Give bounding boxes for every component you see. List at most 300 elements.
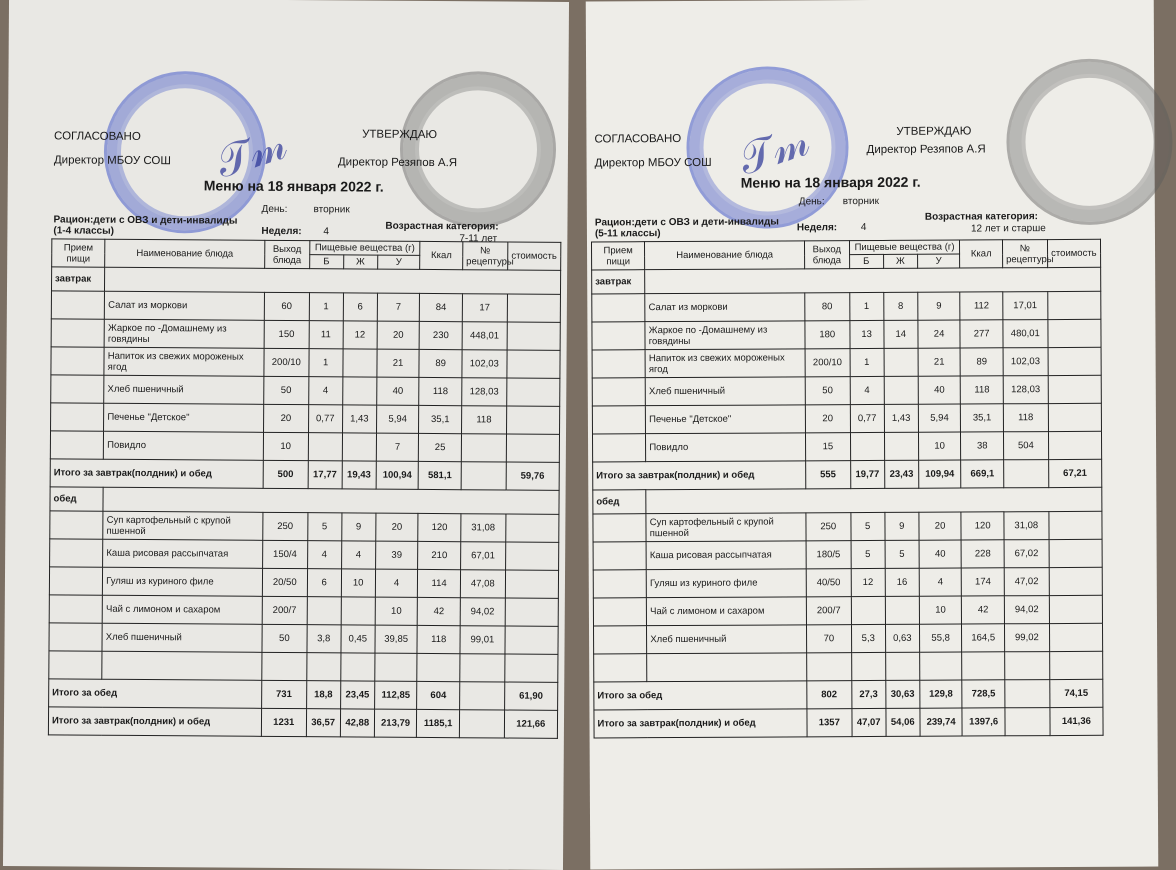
total-cost: 74,15: [1049, 679, 1102, 707]
total-row: [50, 459, 559, 491]
meal-cell: [592, 406, 645, 434]
value-b: 1: [849, 292, 883, 320]
meal-cell: [51, 375, 104, 403]
value-recipe: 31,08: [1004, 512, 1049, 540]
value-b: 4: [308, 377, 342, 405]
total-b: 27,3: [851, 680, 885, 708]
total-label: Итого за обед: [49, 679, 262, 708]
value-zh: [343, 349, 377, 377]
value-cost: [1049, 567, 1102, 595]
value-b: 13: [850, 320, 884, 348]
dish-name: Салат из моркови: [645, 293, 805, 322]
grand-total-recipe: [459, 710, 504, 738]
grand-total-zh: 42,88: [340, 709, 374, 737]
value-yield: 40/50: [806, 569, 851, 597]
value-b: [851, 596, 885, 624]
empty-row: [49, 651, 558, 683]
table-row: [592, 291, 1101, 322]
col-yield: Выход блюда: [265, 240, 310, 268]
menu-table: [48, 238, 561, 739]
value-recipe: 102,03: [462, 350, 507, 378]
meal-cell: [51, 291, 104, 319]
meal-cell: [592, 434, 645, 462]
section-row: [51, 267, 560, 295]
section-row: [50, 487, 559, 515]
value-u: 39: [375, 541, 418, 569]
value-yield: 250: [806, 513, 851, 541]
agreed-label: СОГЛАСОВАНО: [594, 132, 682, 146]
total-recipe: [461, 462, 506, 490]
value-recipe: 480,01: [1003, 320, 1048, 348]
value-b: 3,8: [307, 625, 341, 653]
value-yield: 200/10: [805, 349, 850, 377]
value-u: 4: [919, 568, 962, 596]
value-u: 20: [377, 321, 420, 349]
day-value: вторник: [313, 204, 350, 216]
value-b: 11: [309, 321, 343, 349]
value-u: [919, 652, 962, 680]
total-u: 129,8: [920, 680, 963, 708]
value-yield: 50: [262, 624, 307, 652]
value-u: 5,94: [376, 405, 419, 433]
total-yield: 555: [806, 461, 851, 489]
value-cost: [507, 350, 561, 378]
value-u: [375, 653, 418, 681]
value-zh: [885, 596, 919, 624]
value-u: 9: [918, 292, 961, 320]
value-kcal: 118: [961, 376, 1004, 404]
total-row: [593, 459, 1102, 490]
total-u: 112,85: [374, 681, 417, 709]
value-yield: [807, 653, 852, 681]
table-row: [49, 595, 558, 627]
value-cost: [504, 654, 558, 682]
value-recipe: [1005, 652, 1050, 680]
grand-total-label: Итого за завтрак(полдник) и обед: [48, 707, 261, 736]
total-kcal: 669,1: [961, 460, 1004, 488]
value-zh: 1,43: [884, 404, 918, 432]
value-u: 24: [918, 320, 961, 348]
value-kcal: 210: [418, 541, 461, 569]
dish-name: Хлеб пшеничный: [102, 623, 262, 652]
total-b: 17,77: [308, 461, 342, 489]
value-cost: [507, 322, 561, 350]
dish-name: Повидло: [104, 431, 264, 460]
value-yield: 10: [263, 432, 308, 460]
grand-total-u: 213,79: [374, 709, 417, 737]
col-kcal: Ккал: [420, 241, 463, 269]
col-b: Б: [309, 255, 343, 269]
value-cost: [505, 598, 559, 626]
value-zh: [884, 376, 918, 404]
col-dish: Наименование блюда: [105, 239, 265, 268]
value-u: 39,85: [375, 625, 418, 653]
value-recipe: 128,03: [462, 378, 507, 406]
total-b: 18,8: [306, 681, 340, 709]
value-b: 4: [850, 376, 884, 404]
value-b: [850, 432, 884, 460]
col-meal: Прием пищи: [52, 239, 105, 267]
value-cost: [1048, 347, 1101, 375]
total-u: 109,94: [918, 460, 961, 488]
table-row: [592, 347, 1101, 378]
dish-name: Жаркое по -Домашнему из говядины: [645, 321, 805, 350]
value-recipe: 94,02: [1004, 596, 1049, 624]
menu-sheet-left: [3, 0, 569, 870]
value-yield: 20/50: [262, 568, 307, 596]
value-yield: 50: [264, 376, 309, 404]
value-cost: [1049, 623, 1102, 651]
age-label: Возрастная категория:: [924, 211, 1039, 223]
value-zh: [885, 652, 919, 680]
value-kcal: 35,1: [419, 405, 462, 433]
dish-name: Чай с лимоном и сахаром: [102, 595, 262, 624]
total-cost: 67,21: [1048, 459, 1101, 487]
section-blank: [646, 487, 1102, 513]
value-u: 21: [918, 348, 961, 376]
document-header: [51, 118, 562, 245]
value-yield: 20: [263, 404, 308, 432]
value-kcal: 120: [418, 513, 461, 541]
table-row: [51, 319, 560, 351]
value-zh: 4: [341, 541, 375, 569]
menu-title: Меню на 18 января 2022 г.: [203, 177, 384, 195]
value-cost: [507, 294, 561, 322]
value-yield: 50: [805, 377, 850, 405]
menu-sheet-right: [586, 0, 1159, 869]
agreed-by: Директор МБОУ СОШ: [53, 154, 171, 168]
dish-name: Салат из моркови: [105, 291, 265, 320]
value-recipe: 67,02: [1004, 540, 1049, 568]
meal-cell: [593, 542, 646, 570]
value-yield: 250: [263, 512, 308, 540]
grand-total-cost: 121,66: [504, 710, 558, 738]
col-yield: Выход блюда: [804, 241, 849, 269]
dish-name: Чай с лимоном и сахаром: [647, 597, 807, 626]
value-u: 55,8: [919, 624, 962, 652]
value-u: 10: [375, 597, 418, 625]
day-value: вторник: [842, 195, 879, 208]
table-row: [51, 375, 560, 407]
table-row: [593, 595, 1102, 626]
age-value: 12 лет и старше: [970, 223, 1046, 235]
day-label: День:: [261, 203, 288, 216]
value-recipe: 47,08: [460, 570, 505, 598]
section-row: [593, 487, 1102, 514]
dish-name: Напиток из свежих мороженых ягод: [645, 349, 805, 378]
value-zh: 0,45: [341, 625, 375, 653]
table-row: [50, 431, 559, 463]
value-yield: [262, 652, 307, 680]
value-b: [306, 653, 340, 681]
total-zh: 30,63: [886, 680, 920, 708]
value-u: 7: [376, 433, 419, 461]
value-u: 10: [918, 432, 961, 460]
value-kcal: 84: [420, 293, 463, 321]
value-recipe: 31,08: [461, 514, 506, 542]
value-recipe: 128,03: [1003, 376, 1048, 404]
week-value: 4: [860, 222, 867, 234]
grand-total-yield: 1357: [807, 709, 852, 737]
value-zh: 16: [885, 568, 919, 596]
grand-total-cost: 141,36: [1050, 707, 1103, 735]
meal-cell: [50, 431, 103, 459]
director-signature: 𝒯𝓂: [209, 118, 294, 189]
col-u: У: [377, 255, 420, 269]
value-zh: [342, 433, 376, 461]
value-b: [851, 652, 885, 680]
grand-total-yield: 1231: [261, 708, 306, 736]
col-recipe: № рецептуры: [1002, 240, 1047, 268]
value-kcal: 230: [419, 321, 462, 349]
table-row: [50, 511, 559, 543]
ration-label: Рацион:дети с ОВЗ и дети-инвалиды (5-11 классы): [594, 216, 779, 240]
table-row: [594, 623, 1103, 654]
col-meal: Прием пищи: [591, 242, 644, 270]
value-recipe: [461, 434, 506, 462]
value-kcal: 118: [417, 625, 460, 653]
section-label: обед: [50, 487, 103, 511]
agreed-label: СОГЛАСОВАНО: [54, 130, 141, 143]
value-recipe: 99,02: [1004, 624, 1049, 652]
section-blank: [103, 487, 559, 514]
total-kcal: 604: [417, 681, 460, 709]
value-yield: 70: [806, 625, 851, 653]
value-kcal: 35,1: [961, 404, 1004, 432]
meal-cell: [51, 347, 104, 375]
total-zh: 23,45: [340, 681, 374, 709]
grand-total-zh: 54,06: [886, 708, 920, 736]
agreed-by: Директор МБОУ СОШ: [594, 156, 712, 170]
value-u: 40: [919, 540, 962, 568]
value-u: 40: [918, 376, 961, 404]
value-recipe: 17,01: [1003, 292, 1048, 320]
value-b: 5,3: [851, 624, 885, 652]
value-zh: 14: [884, 320, 918, 348]
value-b: 5: [851, 540, 885, 568]
dish-name: [647, 653, 807, 682]
value-recipe: 47,02: [1004, 568, 1049, 596]
value-kcal: 174: [962, 568, 1005, 596]
value-b: 4: [307, 541, 341, 569]
value-kcal: 112: [960, 292, 1003, 320]
section-label: завтрак: [51, 267, 104, 291]
col-dish: Наименование блюда: [645, 241, 805, 270]
col-b: Б: [849, 254, 883, 268]
dish-name: Повидло: [646, 433, 806, 462]
meal-cell: [593, 514, 646, 542]
value-kcal: 277: [960, 320, 1003, 348]
age-value: 7-11 лет: [459, 233, 498, 245]
col-u: У: [917, 254, 960, 268]
table-row: [593, 539, 1102, 570]
dish-name: Напиток из свежих мороженых ягод: [104, 347, 264, 376]
value-cost: [1047, 291, 1100, 319]
value-cost: [1049, 595, 1102, 623]
ration-label: Рацион:дети с ОВЗ и дети-инвалиды (1-4 классы): [53, 214, 238, 237]
section-row: [592, 267, 1101, 294]
total-row: [594, 679, 1103, 710]
day-label: День:: [798, 196, 825, 208]
meal-cell: [49, 567, 102, 595]
meal-cell: [49, 623, 102, 651]
value-yield: 20: [805, 405, 850, 433]
approved-label: УТВЕРЖДАЮ: [362, 128, 438, 142]
value-zh: 12: [343, 321, 377, 349]
value-recipe: 99,01: [460, 626, 505, 654]
value-zh: 5: [885, 540, 919, 568]
value-yield: 15: [805, 433, 850, 461]
value-u: 5,94: [918, 404, 961, 432]
value-cost: [1049, 539, 1102, 567]
value-cost: [505, 542, 559, 570]
value-yield: 200/10: [264, 348, 309, 376]
value-recipe: 118: [461, 406, 506, 434]
value-cost: [1048, 375, 1101, 403]
total-u: 100,94: [376, 461, 419, 489]
value-recipe: 102,03: [1003, 348, 1048, 376]
week-label: Неделя:: [796, 222, 838, 234]
dish-name: Хлеб пшеничный: [645, 377, 805, 406]
table-row: [592, 431, 1101, 462]
meal-cell: [592, 350, 645, 378]
total-zh: 23,43: [884, 460, 918, 488]
value-cost: [506, 378, 560, 406]
col-recipe: № рецептуры: [463, 242, 508, 270]
dish-name: Суп картофельный с крупой пшенной: [646, 513, 806, 542]
dish-name: Хлеб пшеничный: [104, 375, 264, 404]
value-b: 0,77: [308, 405, 342, 433]
meal-cell: [51, 403, 104, 431]
document-header: [590, 119, 1101, 242]
value-u: 20: [919, 512, 962, 540]
meal-cell: [49, 595, 102, 623]
value-b: 5: [851, 512, 885, 540]
total-label: Итого за завтрак(полдник) и обед: [50, 459, 263, 488]
dish-name: Жаркое по -Домашнему из говядины: [104, 319, 264, 348]
value-kcal: 89: [960, 348, 1003, 376]
table-row: [51, 403, 560, 435]
value-u: 20: [376, 513, 419, 541]
dish-name: Каша рисовая рассыпчатая: [103, 539, 263, 568]
value-kcal: 228: [961, 540, 1004, 568]
total-kcal: 581,1: [419, 461, 462, 489]
grand-total-row: [594, 707, 1103, 738]
total-label: Итого за завтрак(полдник) и обед: [593, 461, 806, 490]
meal-cell: [593, 598, 646, 626]
value-cost: [1048, 431, 1101, 459]
value-cost: [1048, 403, 1101, 431]
col-zh: Ж: [343, 255, 377, 269]
value-b: [307, 597, 341, 625]
grand-total-row: [48, 707, 557, 739]
value-b: 0,77: [850, 404, 884, 432]
value-zh: [342, 377, 376, 405]
col-cost: стоимость: [1047, 239, 1100, 267]
dish-name: Гуляш из куриного филе: [646, 569, 806, 598]
value-kcal: 42: [418, 597, 461, 625]
value-kcal: 120: [961, 512, 1004, 540]
table-row: [50, 539, 559, 571]
section-label: завтрак: [592, 270, 645, 294]
value-recipe: 67,01: [461, 542, 506, 570]
value-kcal: 114: [418, 569, 461, 597]
value-zh: 1,43: [342, 405, 376, 433]
value-cost: [1049, 511, 1102, 539]
value-zh: 10: [341, 569, 375, 597]
section-blank: [105, 267, 561, 294]
table-row: [592, 375, 1101, 406]
section-label: обед: [593, 490, 646, 514]
value-yield: 60: [264, 292, 309, 320]
meal-cell: [592, 322, 645, 350]
value-zh: [341, 597, 375, 625]
total-row: [49, 679, 558, 711]
grand-total-u: 239,74: [920, 708, 963, 736]
value-b: 5: [307, 513, 341, 541]
value-yield: 180/5: [806, 541, 851, 569]
week-value: 4: [323, 226, 330, 238]
value-cost: [1048, 319, 1101, 347]
value-b: 12: [851, 568, 885, 596]
value-cost: [505, 626, 559, 654]
value-yield: 180: [805, 321, 850, 349]
value-kcal: 38: [961, 432, 1004, 460]
meal-cell: [594, 654, 647, 682]
table-row: [49, 567, 558, 599]
dish-name: Суп картофельный с крупой пшенной: [103, 511, 263, 540]
menu-table: [591, 239, 1104, 739]
total-yield: 500: [263, 460, 308, 488]
menu-title: Меню на 18 января 2022 г.: [740, 173, 921, 191]
value-b: 1: [309, 349, 343, 377]
total-cost: 59,76: [506, 462, 560, 490]
empty-row: [594, 651, 1103, 682]
meal-cell: [592, 294, 645, 322]
grand-total-b: 36,57: [306, 709, 340, 737]
dish-name: Каша рисовая рассыпчатая: [646, 541, 806, 570]
value-yield: 150: [264, 320, 309, 348]
value-yield: 150/4: [262, 540, 307, 568]
col-nutrients: Пищевые вещества (г): [849, 240, 960, 255]
dish-name: [102, 651, 262, 680]
meal-cell: [592, 378, 645, 406]
value-kcal: [962, 652, 1005, 680]
total-label: Итого за обед: [594, 681, 807, 710]
col-nutrients: Пищевые вещества (г): [309, 241, 420, 256]
section-blank: [645, 267, 1101, 293]
total-cost: 61,90: [504, 682, 558, 710]
value-zh: 0,63: [885, 624, 919, 652]
value-cost: [1049, 651, 1102, 679]
value-zh: 9: [341, 513, 375, 541]
value-u: 10: [919, 596, 962, 624]
col-cost: стоимость: [507, 242, 561, 270]
dish-name: Печенье "Детское": [646, 405, 806, 434]
meal-cell: [50, 539, 103, 567]
approved-by: Директор Резяпов А.Я: [866, 143, 986, 157]
value-kcal: 164,5: [962, 624, 1005, 652]
value-recipe: 504: [1003, 432, 1048, 460]
table-row: [51, 291, 560, 323]
value-recipe: 448,01: [462, 322, 507, 350]
value-recipe: 17: [462, 294, 507, 322]
value-zh: 8: [883, 292, 917, 320]
value-zh: 6: [343, 293, 377, 321]
value-b: 6: [307, 569, 341, 597]
table-row: [51, 347, 560, 379]
value-recipe: [460, 654, 505, 682]
